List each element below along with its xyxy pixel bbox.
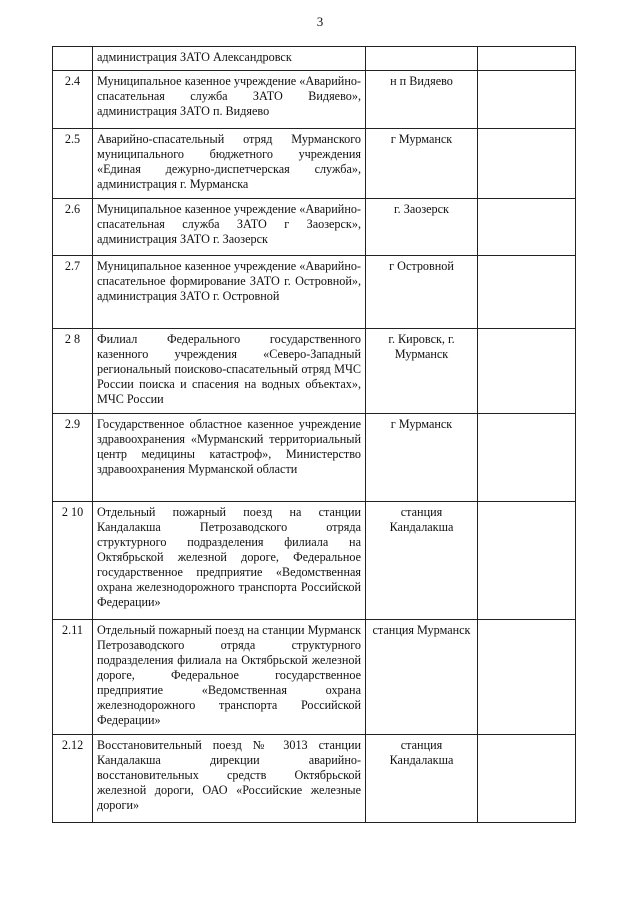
row-organization: Государственное областное казенное учреждение здравоохранения «Мурманский территориальный центр медицины катастроф», Министерство здравоохранения Мурманской области — [93, 414, 366, 502]
row-empty-cell — [478, 329, 576, 414]
row-number: 2 10 — [53, 502, 93, 620]
row-organization: Муниципальное казенное учреждение «Аварийно-спасательное формирование ЗАТО г. Островной», администрация ЗАТО г. Островной — [93, 256, 366, 329]
row-empty-cell — [478, 414, 576, 502]
table-row — [53, 71, 576, 129]
row-location: станция Кандалакша — [366, 502, 478, 620]
row-organization: Аварийно-спасательный отряд Мурманского муниципального бюджетного учреждения «Единая дежурно-диспетчерская служба», администрация г. Мурманска — [93, 129, 366, 199]
table-row — [53, 47, 576, 71]
row-organization: Филиал Федерального государственного казенного учреждения «Северо-Западный региональный поисково-спасательный отряд МЧС России поиска и спасения на водных объектах», МЧС России — [93, 329, 366, 414]
row-location: станция Мурманск — [366, 620, 478, 735]
table-row — [53, 256, 576, 329]
table-row — [53, 620, 576, 735]
table-row — [53, 129, 576, 199]
row-number — [53, 47, 93, 71]
row-location — [366, 47, 478, 71]
organizations-table — [52, 46, 576, 823]
row-organization: Муниципальное казенное учреждение «Аварийно-спасательная служба ЗАТО г Заозерск», администрация ЗАТО г. Заозерск — [93, 199, 366, 256]
row-organization: Восстановительный поезд № 3013 станции Кандалакша дирекции аварийно-восстановительных средств Октябрьской железной дороги, ОАО «Российские железные дороги» — [93, 735, 366, 823]
row-location: г Мурманск — [366, 414, 478, 502]
row-number: 2.11 — [53, 620, 93, 735]
row-number: 2.5 — [53, 129, 93, 199]
row-empty-cell — [478, 47, 576, 71]
row-organization: администрация ЗАТО Александровск — [93, 47, 366, 71]
row-empty-cell — [478, 620, 576, 735]
row-location: г Островной — [366, 256, 478, 329]
row-number: 2.7 — [53, 256, 93, 329]
row-organization: Отдельный пожарный поезд на станции Кандалакша Петрозаводского отряда структурного подразделения филиала на Октябрьской железной дороге, Федеральное государственное предприятие «Ведомственная охрана железнодорожного транспорта Российской Федерации» — [93, 502, 366, 620]
page-number: 3 — [316, 14, 324, 29]
row-empty-cell — [478, 502, 576, 620]
table-row — [53, 735, 576, 823]
row-number: 2 8 — [53, 329, 93, 414]
row-organization: Отдельный пожарный поезд на станции Мурманск Петрозаводского отряда структурного подразделения филиала на Октябрьской железной дороге, Федеральное государственное предприятие «Ведомственная охрана железнодорожного транспорта Российской Федерации» — [93, 620, 366, 735]
row-number: 2.4 — [53, 71, 93, 129]
row-empty-cell — [478, 199, 576, 256]
row-number: 2.6 — [53, 199, 93, 256]
table-row — [53, 199, 576, 256]
row-location: г. Заозерск — [366, 199, 478, 256]
row-empty-cell — [478, 256, 576, 329]
row-number: 2.9 — [53, 414, 93, 502]
row-empty-cell — [478, 735, 576, 823]
table-body — [53, 47, 576, 823]
row-empty-cell — [478, 71, 576, 129]
row-location: г Мурманск — [366, 129, 478, 199]
row-location: г. Кировск, г. Мурманск — [366, 329, 478, 414]
table-row — [53, 502, 576, 620]
row-location: н п Видяево — [366, 71, 478, 129]
row-empty-cell — [478, 129, 576, 199]
table-row — [53, 414, 576, 502]
row-number: 2.12 — [53, 735, 93, 823]
row-organization: Муниципальное казенное учреждение «Аварийно-спасательная служба ЗАТО Видяево», администрация ЗАТО п. Видяево — [93, 71, 366, 129]
table-row — [53, 329, 576, 414]
row-location: станция Кандалакша — [366, 735, 478, 823]
